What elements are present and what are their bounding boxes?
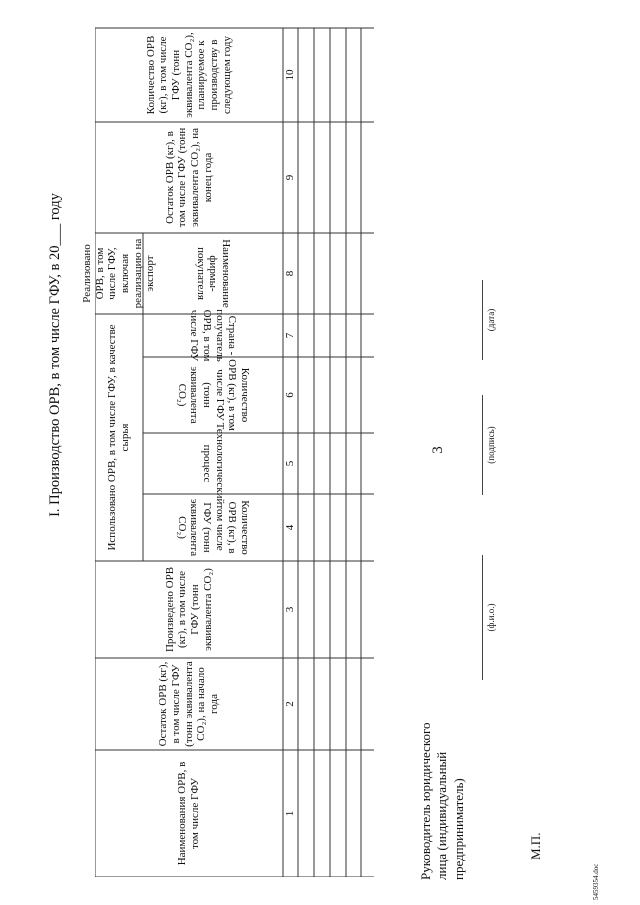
column-number: 2 (284, 701, 296, 707)
header-used-quantity: Количество ОРВ (кг), в том числе ГФУ (тонн эквивалента CO₂) (175, 498, 251, 557)
header-produced: Произведено ОРВ (кг), в том числе ГФУ (тонн эквивалента CO₂) (163, 566, 214, 653)
column-number: 3 (284, 606, 296, 613)
header-name: Наименования ОРВ, в том числе ГФУ (176, 761, 201, 866)
header-opening-balance: Остаток ОРВ (кг), в том числе ГФУ (тонн эквивалента CO₂), на начало года (157, 661, 220, 747)
fio-caption: (ф.и.о.) (486, 603, 496, 632)
header-technological-process: Технологический процесс (201, 422, 226, 505)
signature-line (482, 395, 483, 495)
column-number: 6 (284, 392, 296, 398)
page-number: 3 (430, 446, 446, 454)
column-number: 5 (284, 460, 296, 467)
column-number: 10 (284, 69, 296, 81)
date-line (482, 280, 483, 360)
column-number: 7 (284, 332, 296, 339)
header-recipient-country: Страна - получатель ОРВ, в том числе ГФУ (188, 309, 239, 362)
header-sold-quantity: Количество ОРВ (кг), в том числе ГФУ (тонн эквивалента CO₂) (175, 359, 251, 431)
column-number: 9 (284, 174, 296, 181)
header-group-used-as-feedstock: Использовано ОРВ, в том числе ГФУ, в качестве сырья (106, 324, 131, 551)
date-caption: (дата) (486, 308, 496, 332)
column-number: 4 (284, 524, 296, 531)
column-number: 1 (284, 810, 296, 817)
header-closing-balance: Остаток ОРВ (кг), в том числе ГФУ (тонн эквивалента CO₂), на конец года (163, 127, 214, 228)
header-buyer-firm: Наименование фирмы-покупателя (194, 239, 232, 308)
signature-caption: (подпись) (486, 426, 496, 464)
fio-line (482, 555, 483, 680)
signatory-role: Руководитель юридического лица (индивидуальный предприниматель) (418, 722, 466, 880)
section-title: I. Производство ОРВ, в том числе ГФУ, в 20___ году (47, 193, 63, 517)
column-number: 8 (284, 270, 296, 277)
header-group-sold: Реализовано ОРВ, в том числе ГФУ, включая реализацию на экспорт (81, 238, 157, 309)
stamp-place: М.П. (528, 832, 543, 860)
header-planned-production: Количество ОРВ (кг), в том числе ГФУ (тонн эквивалента CO₂), планируемое к производству в следующем году (144, 32, 233, 118)
document-id: 5459354.doc (592, 863, 600, 900)
